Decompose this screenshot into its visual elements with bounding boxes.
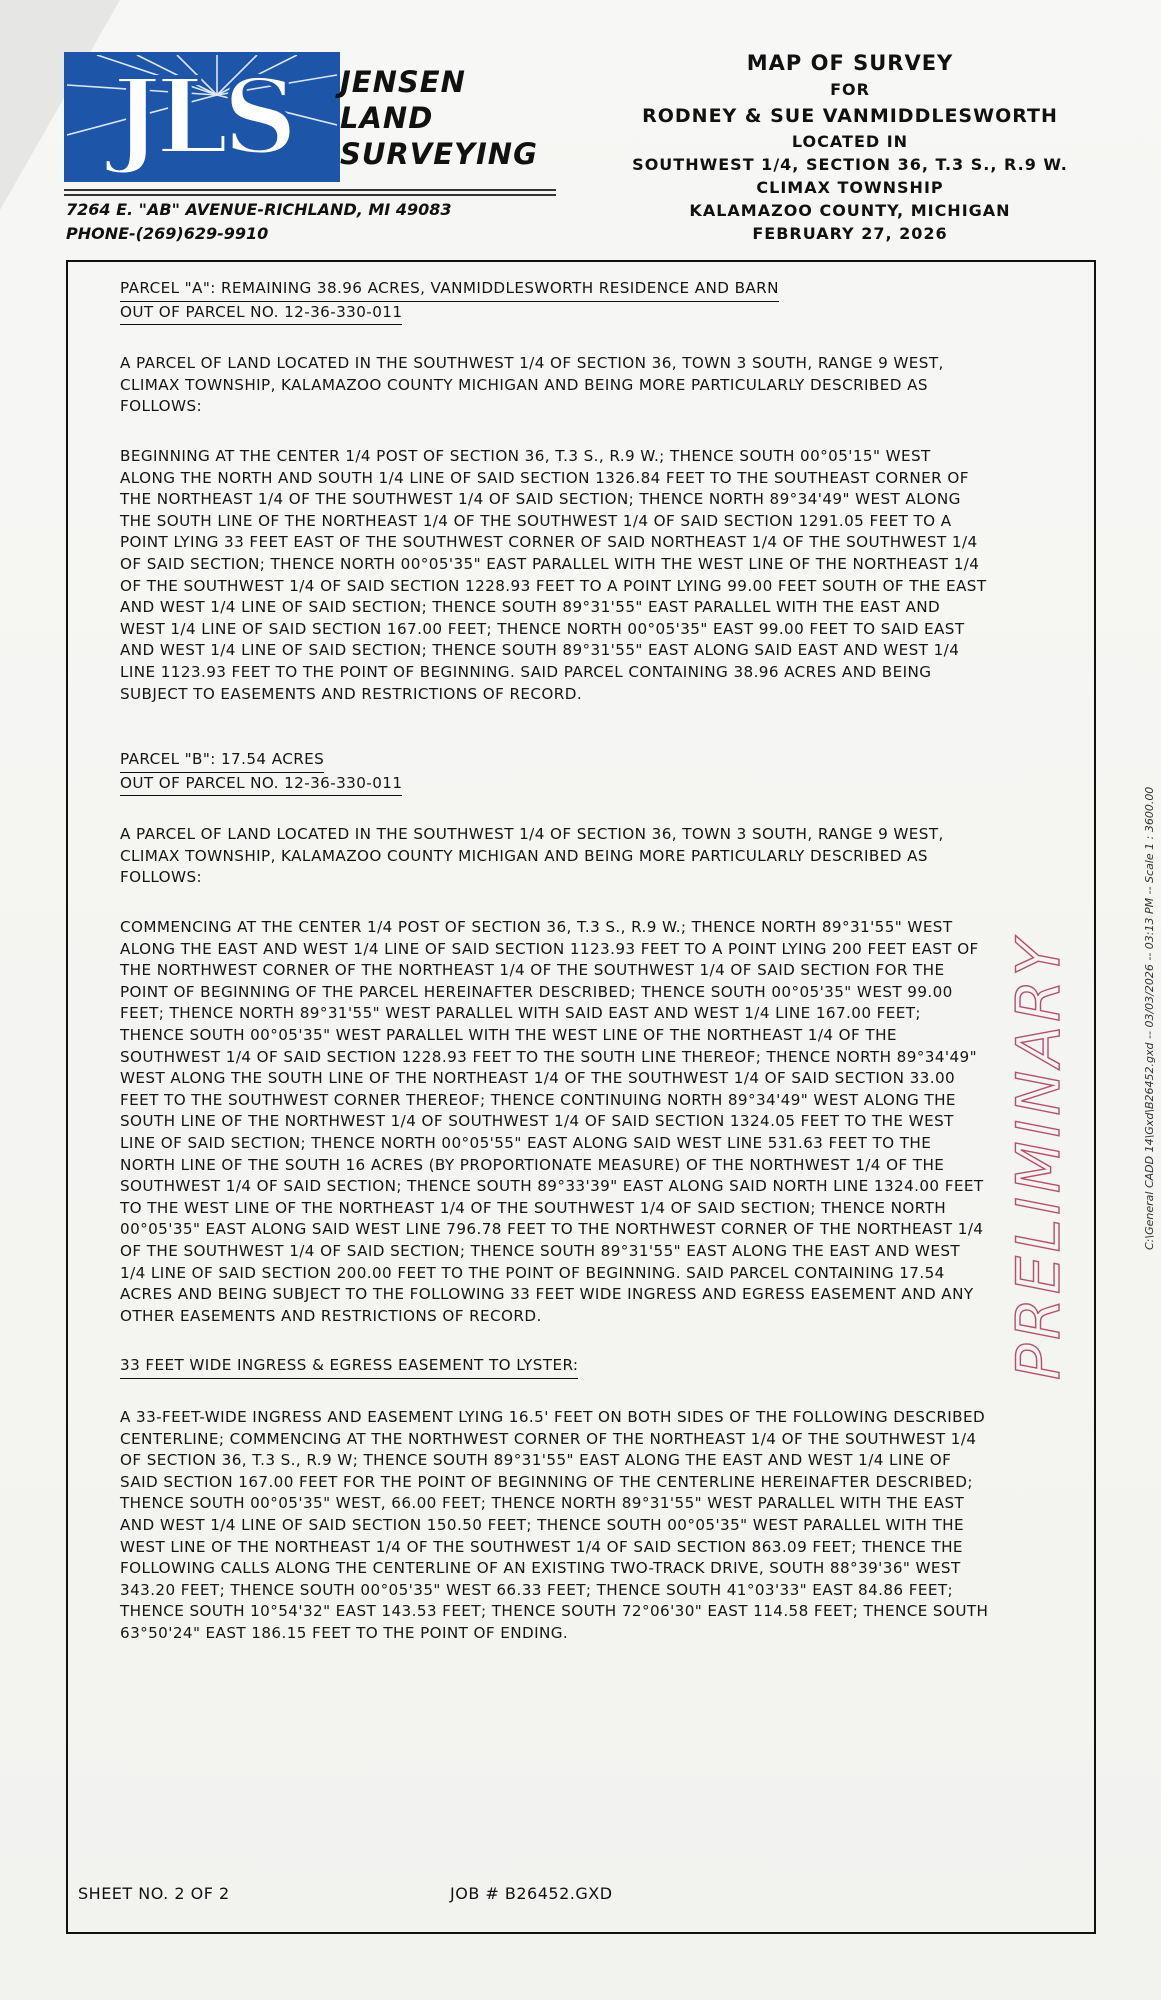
header-divider-bottom [64, 194, 556, 196]
easement-heading-block [120, 1355, 990, 1379]
parcel-a-heading: PARCEL "A": REMAINING 38.96 ACRES, VANMIDDLESWORTH RESIDENCE AND BARN [120, 278, 779, 302]
township-name: CLIMAX TOWNSHIP [756, 178, 944, 197]
parcel-b-description: COMMENCING AT THE CENTER 1/4 POST OF SECTION 36, T.3 S., R.9 W.; THENCE NORTH 89°31'55" WEST ALONG THE EAST AND WEST 1/4 LINE OF SAID SECTION 1123.93 FEET TO A POINT LYING 200 FEET EAST OF THE NORTHWEST CORNER OF THE NORTHEAST 1/4 OF THE SOUTHWEST 1/4 OF SAID SECTION FOR THE POINT OF BEGINNING OF THE PARCEL HEREINAFTER DESCRIBED; THENCE SOUTH 00°05'35" WEST 99.00 FEET; THENCE NORTH 89°31'55" WEST PARALLEL WITH SAID EAST AND WEST 1/4 LINE 167.00 FEET; THENCE SOUTH 00°05'35" WEST PARALLEL WITH THE WEST LINE OF THE NORTHEAST 1/4 OF THE SOUTHWEST 1/4 OF SAID SECTION 1228.93 FEET TO THE SOUTH LINE THEREOF; THENCE NORTH 89°34'49" WEST ALONG THE SOUTH LINE OF THE NORTHEAST 1/4 OF THE SOUTHWEST 1/4 OF SAID SECTION 33.00 FEET TO THE SOUTHWEST CORNER THEREOF; THENCE CONTINUING NORTH 89°34'49" WEST ALONG THE SOUTH LINE OF THE NORTHWEST 1/4 OF SOUTHWEST 1/4 OF SAID SECTION 1324.05 FEET TO THE WEST LINE OF SAID SECTION; THENCE NORTH 00°05'55" EAST ALONG SAID WEST LINE 531.63 FEET TO THE NORTH LINE OF THE SOUTH 16 ACRES (BY PROPORTIONATE MEASURE) OF THE NORTHWEST 1/4 OF THE SOUTHWEST 1/4 OF SAID SECTION; THENCE SOUTH 89°33'39" EAST ALONG SAID NORTH LINE 1324.00 FEET TO THE WEST LINE OF THE NORTHEAST 1/4 OF THE SOUTHWEST 1/4 OF SAID SECTION; THENCE NORTH 00°05'35" EAST ALONG SAID WEST LINE 796.78 FEET TO THE NORTHWEST CORNER OF THE NORTHEAST 1/4 OF THE SOUTHWEST 1/4 OF SAID SECTION; THENCE SOUTH 89°31'55" EAST ALONG THE EAST AND WEST 1/4 LINE OF SAID SECTION 200.00 FEET TO THE POINT OF BEGINNING. SAID PARCEL CONTAINING 17.54 ACRES AND BEING SUBJECT TO THE FOLLOWING 33 FEET WIDE INGRESS AND EGRESS EASEMENT AND ANY OTHER EASEMENTS AND RESTRICTIONS OF RECORD. [120, 918, 984, 1325]
parcel-b-subheading: OUT OF PARCEL NO. 12-36-330-011 [120, 773, 402, 797]
company-phone: PHONE-(269)629-9910 [66, 224, 269, 243]
company-address: 7264 E. "AB" AVENUE-RICHLAND, MI 49083 [66, 200, 452, 219]
preliminary-watermark: PRELIMINARY [1004, 935, 1074, 1380]
sheet-number: SHEET NO. 2 OF 2 [78, 1884, 230, 1903]
company-name-line-1: JENSEN [340, 65, 466, 99]
company-name [340, 64, 538, 172]
parcel-a-intro: A PARCEL OF LAND LOCATED IN THE SOUTHWEST 1/4 OF SECTION 36, TOWN 3 SOUTH, RANGE 9 WEST, CLIMAX TOWNSHIP, KALAMAZOO COUNTY MICHIGAN AND BEING MORE PARTICULARLY DESCRIBED AS FOLLOWS: [120, 354, 944, 416]
parcel-b-intro: A PARCEL OF LAND LOCATED IN THE SOUTHWEST 1/4 OF SECTION 36, TOWN 3 SOUTH, RANGE 9 WEST, CLIMAX TOWNSHIP, KALAMAZOO COUNTY MICHIGAN AND BEING MORE PARTICULARLY DESCRIBED AS FOLLOWS: [120, 825, 944, 887]
client-name: RODNEY & SUE VANMIDDLESWORTH [642, 105, 1058, 127]
parcel-a-heading-block [120, 278, 990, 325]
job-number: JOB # B26452.GXD [450, 1884, 613, 1903]
parcel-a-subheading: OUT OF PARCEL NO. 12-36-330-011 [120, 302, 402, 326]
section-location: SOUTHWEST 1/4, SECTION 36, T.3 S., R.9 W. [632, 155, 1068, 174]
located-in-label: LOCATED IN [791, 132, 909, 151]
parcel-b-heading: PARCEL "B": 17.54 ACRES [120, 749, 324, 773]
easement-heading: 33 FEET WIDE INGRESS & EGRESS EASEMENT TO LYSTER: [120, 1355, 578, 1379]
parcel-b-heading-block [120, 749, 990, 796]
easement-description: A 33-FEET-WIDE INGRESS AND EASEMENT LYING 16.5' FEET ON BOTH SIDES OF THE FOLLOWING DESCRIBED CENTERLINE; COMMENCING AT THE NORTHWEST CORNER OF THE NORTHEAST 1/4 OF THE SOUTHWEST 1/4 OF SECTION 36, T.3 S., R.9 W; THENCE SOUTH 89°31'55" EAST ALONG THE EAST AND WEST 1/4 LINE OF SAID SECTION 167.00 FEET FOR THE POINT OF BEGINNING OF THE CENTERLINE HEREINAFTER DESCRIBED; THENCE SOUTH 00°05'35" WEST, 66.00 FEET; THENCE NORTH 89°31'55" WEST PARALLEL WITH THE EAST AND WEST 1/4 LINE OF SAID SECTION 150.50 FEET; THENCE SOUTH 00°05'35" WEST PARALLEL WITH THE WEST LINE OF THE NORTHEAST 1/4 OF THE SOUTHWEST 1/4 OF SAID SECTION 863.09 FEET; THENCE THE FOLLOWING CALLS ALONG THE CENTERLINE OF AN EXISTING TWO-TRACK DRIVE, SOUTH 88°39'36" WEST 343.20 FEET; THENCE SOUTH 00°05'35" WEST 66.33 FEET; THENCE SOUTH 41°03'33" EAST 84.86 FEET; THENCE SOUTH 10°54'32" EAST 143.53 FEET; THENCE SOUTH 72°06'30" EAST 114.58 FEET; THENCE SOUTH 63°50'24" EAST 186.15 FEET TO THE POINT OF ENDING. [120, 1407, 989, 1642]
header-divider-top [64, 189, 556, 191]
survey-date: FEBRUARY 27, 2026 [752, 224, 948, 243]
company-name-line-2: LAND [340, 101, 434, 135]
county-name: KALAMAZOO COUNTY, MICHIGAN [689, 201, 1011, 220]
cad-file-note: C:\General CADD 14\Gxd\B26452.gxd -- 03/03/2026 -- 03:13 PM -- Scale 1 : 3600.00 [1143, 786, 1156, 1250]
survey-title-block [590, 48, 1110, 245]
map-title: MAP OF SURVEY [746, 51, 954, 75]
company-logo [64, 52, 340, 182]
title-for: FOR [830, 80, 870, 99]
logo-letters: JLS [112, 55, 292, 178]
legal-descriptions [120, 278, 990, 1644]
parcel-a-description: BEGINNING AT THE CENTER 1/4 POST OF SECTION 36, T.3 S., R.9 W.; THENCE SOUTH 00°05'15" WEST ALONG THE NORTH AND SOUTH 1/4 LINE OF SAID SECTION 1326.84 FEET TO THE SOUTHEAST CORNER OF THE NORTHEAST 1/4 OF THE SOUTHWEST 1/4 OF SAID SECTION; THENCE NORTH 89°34'49" WEST ALONG THE SOUTH LINE OF THE NORTHEAST 1/4 OF THE SOUTHWEST 1/4 OF SAID SECTION 1291.05 FEET TO A POINT LYING 33 FEET EAST OF THE SOUTHWEST CORNER OF SAID NORTHEAST 1/4 OF THE SOUTHWEST 1/4 OF SAID SECTION; THENCE NORTH 00°05'35" EAST PARALLEL WITH THE WEST LINE OF THE NORTHEAST 1/4 OF THE SOUTHWEST 1/4 OF SAID SECTION 1228.93 FEET TO A POINT LYING 99.00 FEET SOUTH OF THE EAST AND WEST 1/4 LINE OF SAID SECTION; THENCE SOUTH 89°31'55" EAST PARALLEL WITH THE EAST AND WEST 1/4 LINE OF SAID SECTION 167.00 FEET; THENCE NORTH 00°05'35" EAST 99.00 FEET TO SAID EAST AND WEST 1/4 LINE OF SAID SECTION; THENCE SOUTH 89°31'55" EAST ALONG SAID EAST AND WEST 1/4 LINE 1123.93 FEET TO THE POINT OF BEGINNING. SAID PARCEL CONTAINING 38.96 ACRES AND BEING SUBJECT TO EASEMENTS AND RESTRICTIONS OF RECORD. [120, 446, 987, 703]
company-name-line-3: SURVEYING [340, 137, 538, 171]
company-contact [66, 198, 451, 246]
